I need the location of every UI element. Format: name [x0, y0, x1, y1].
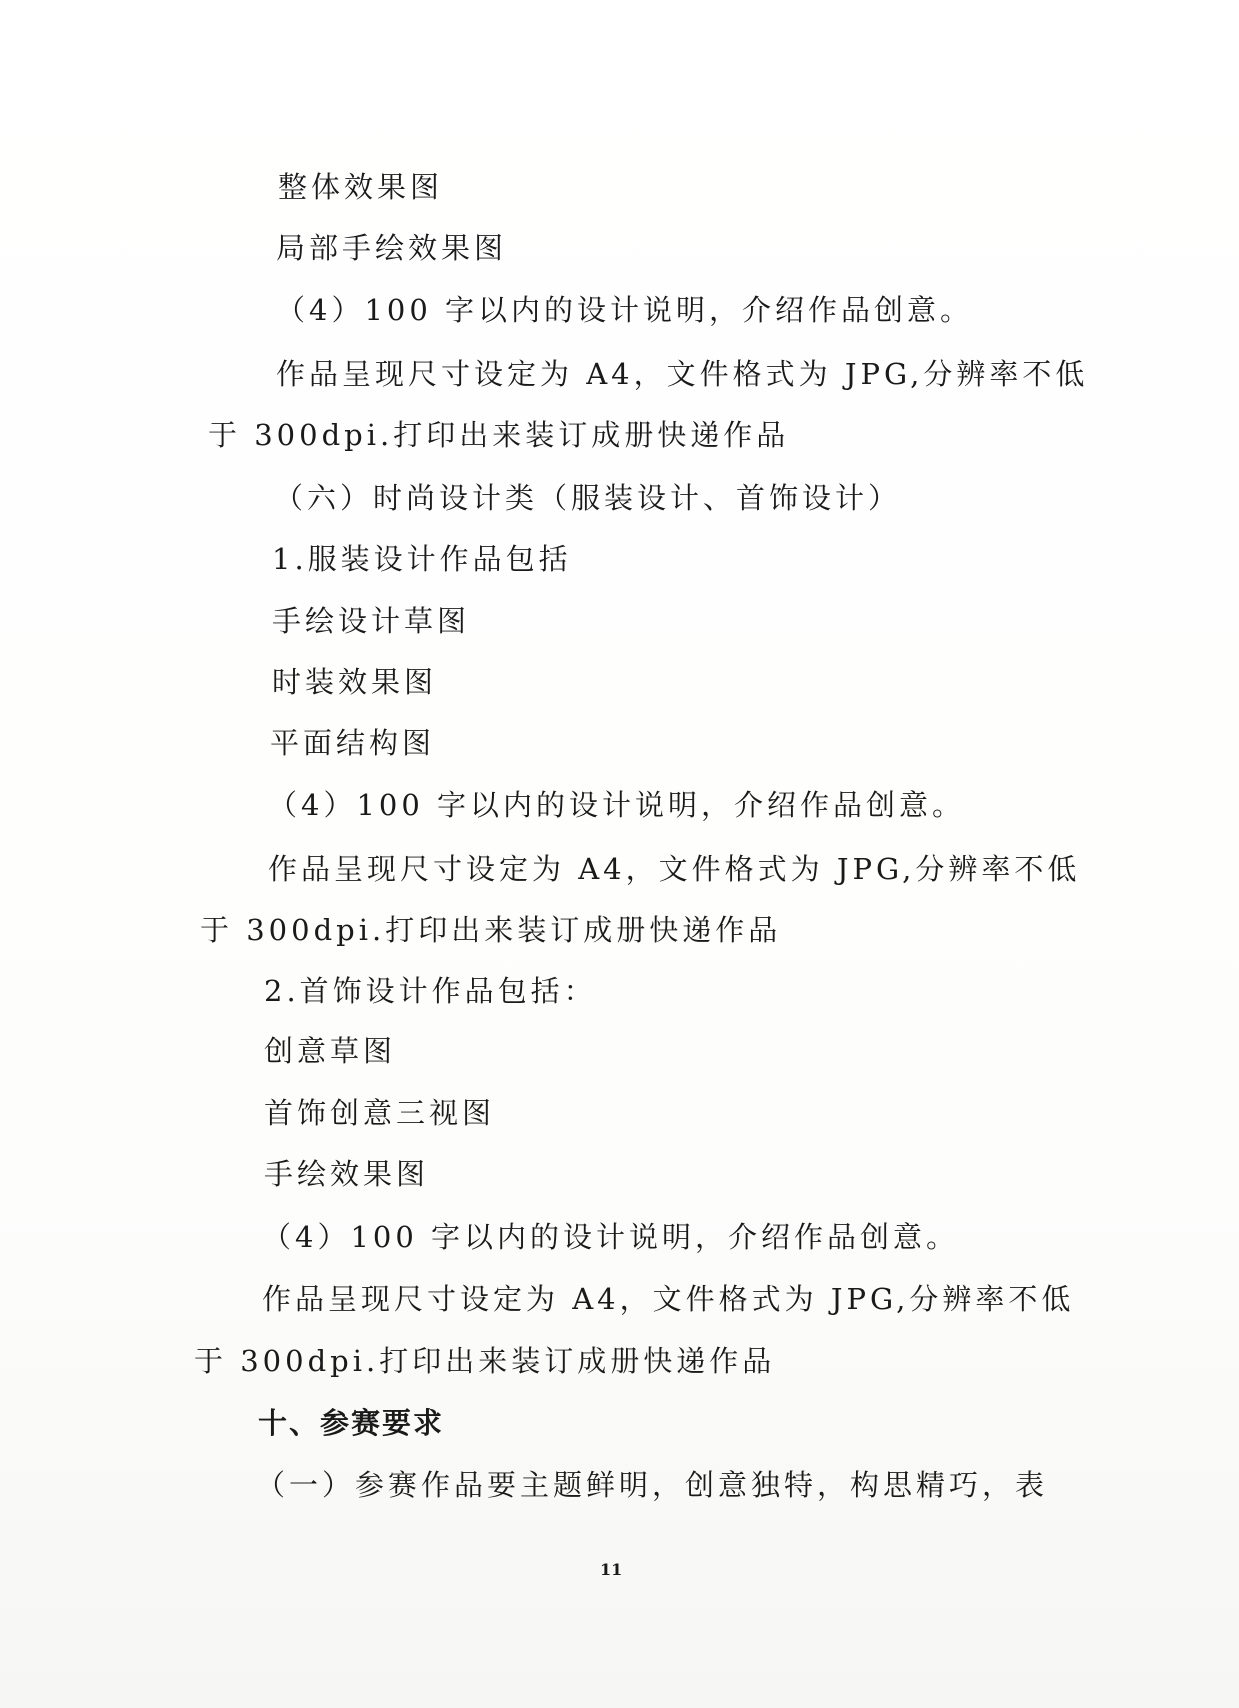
text-line: （4）100 字以内的设计说明，介绍作品创意。	[268, 788, 966, 822]
text-line: 1.服装设计作品包括	[272, 542, 572, 576]
text-line: 作品呈现尺寸设定为 A4，文件格式为 JPG,分辨率不低	[262, 1282, 1075, 1316]
text-line: 于 300dpi.打印出来装订成册快递作品	[208, 418, 790, 452]
page-number: 11	[600, 1560, 623, 1579]
text-line: 手绘设计草图	[272, 604, 471, 638]
text-line: （一）参赛作品要主题鲜明，创意独特，构思精巧，表	[256, 1468, 1049, 1502]
text-line: 作品呈现尺寸设定为 A4，文件格式为 JPG,分辨率不低	[276, 357, 1089, 391]
text-line: 于 300dpi.打印出来装订成册快递作品	[200, 913, 782, 947]
text-line: 局部手绘效果图	[276, 231, 508, 265]
text-line: 2.首饰设计作品包括：	[264, 974, 597, 1008]
text-line: 平面结构图	[270, 726, 436, 760]
text-line: 时装效果图	[272, 665, 438, 699]
text-line: 作品呈现尺寸设定为 A4，文件格式为 JPG,分辨率不低	[268, 852, 1081, 886]
text-line: 于 300dpi.打印出来装订成册快递作品	[194, 1344, 776, 1378]
section-heading: （六）时尚设计类（服装设计、首饰设计）	[274, 481, 902, 515]
chapter-heading: 十、参赛要求	[258, 1406, 445, 1440]
text-line: （4）100 字以内的设计说明，介绍作品创意。	[262, 1220, 960, 1254]
text-line: （4）100 字以内的设计说明，介绍作品创意。	[276, 293, 974, 327]
text-line: 创意草图	[264, 1034, 397, 1068]
text-line: 首饰创意三视图	[264, 1096, 496, 1130]
text-line: 整体效果图	[278, 170, 444, 204]
text-line: 手绘效果图	[264, 1157, 430, 1191]
